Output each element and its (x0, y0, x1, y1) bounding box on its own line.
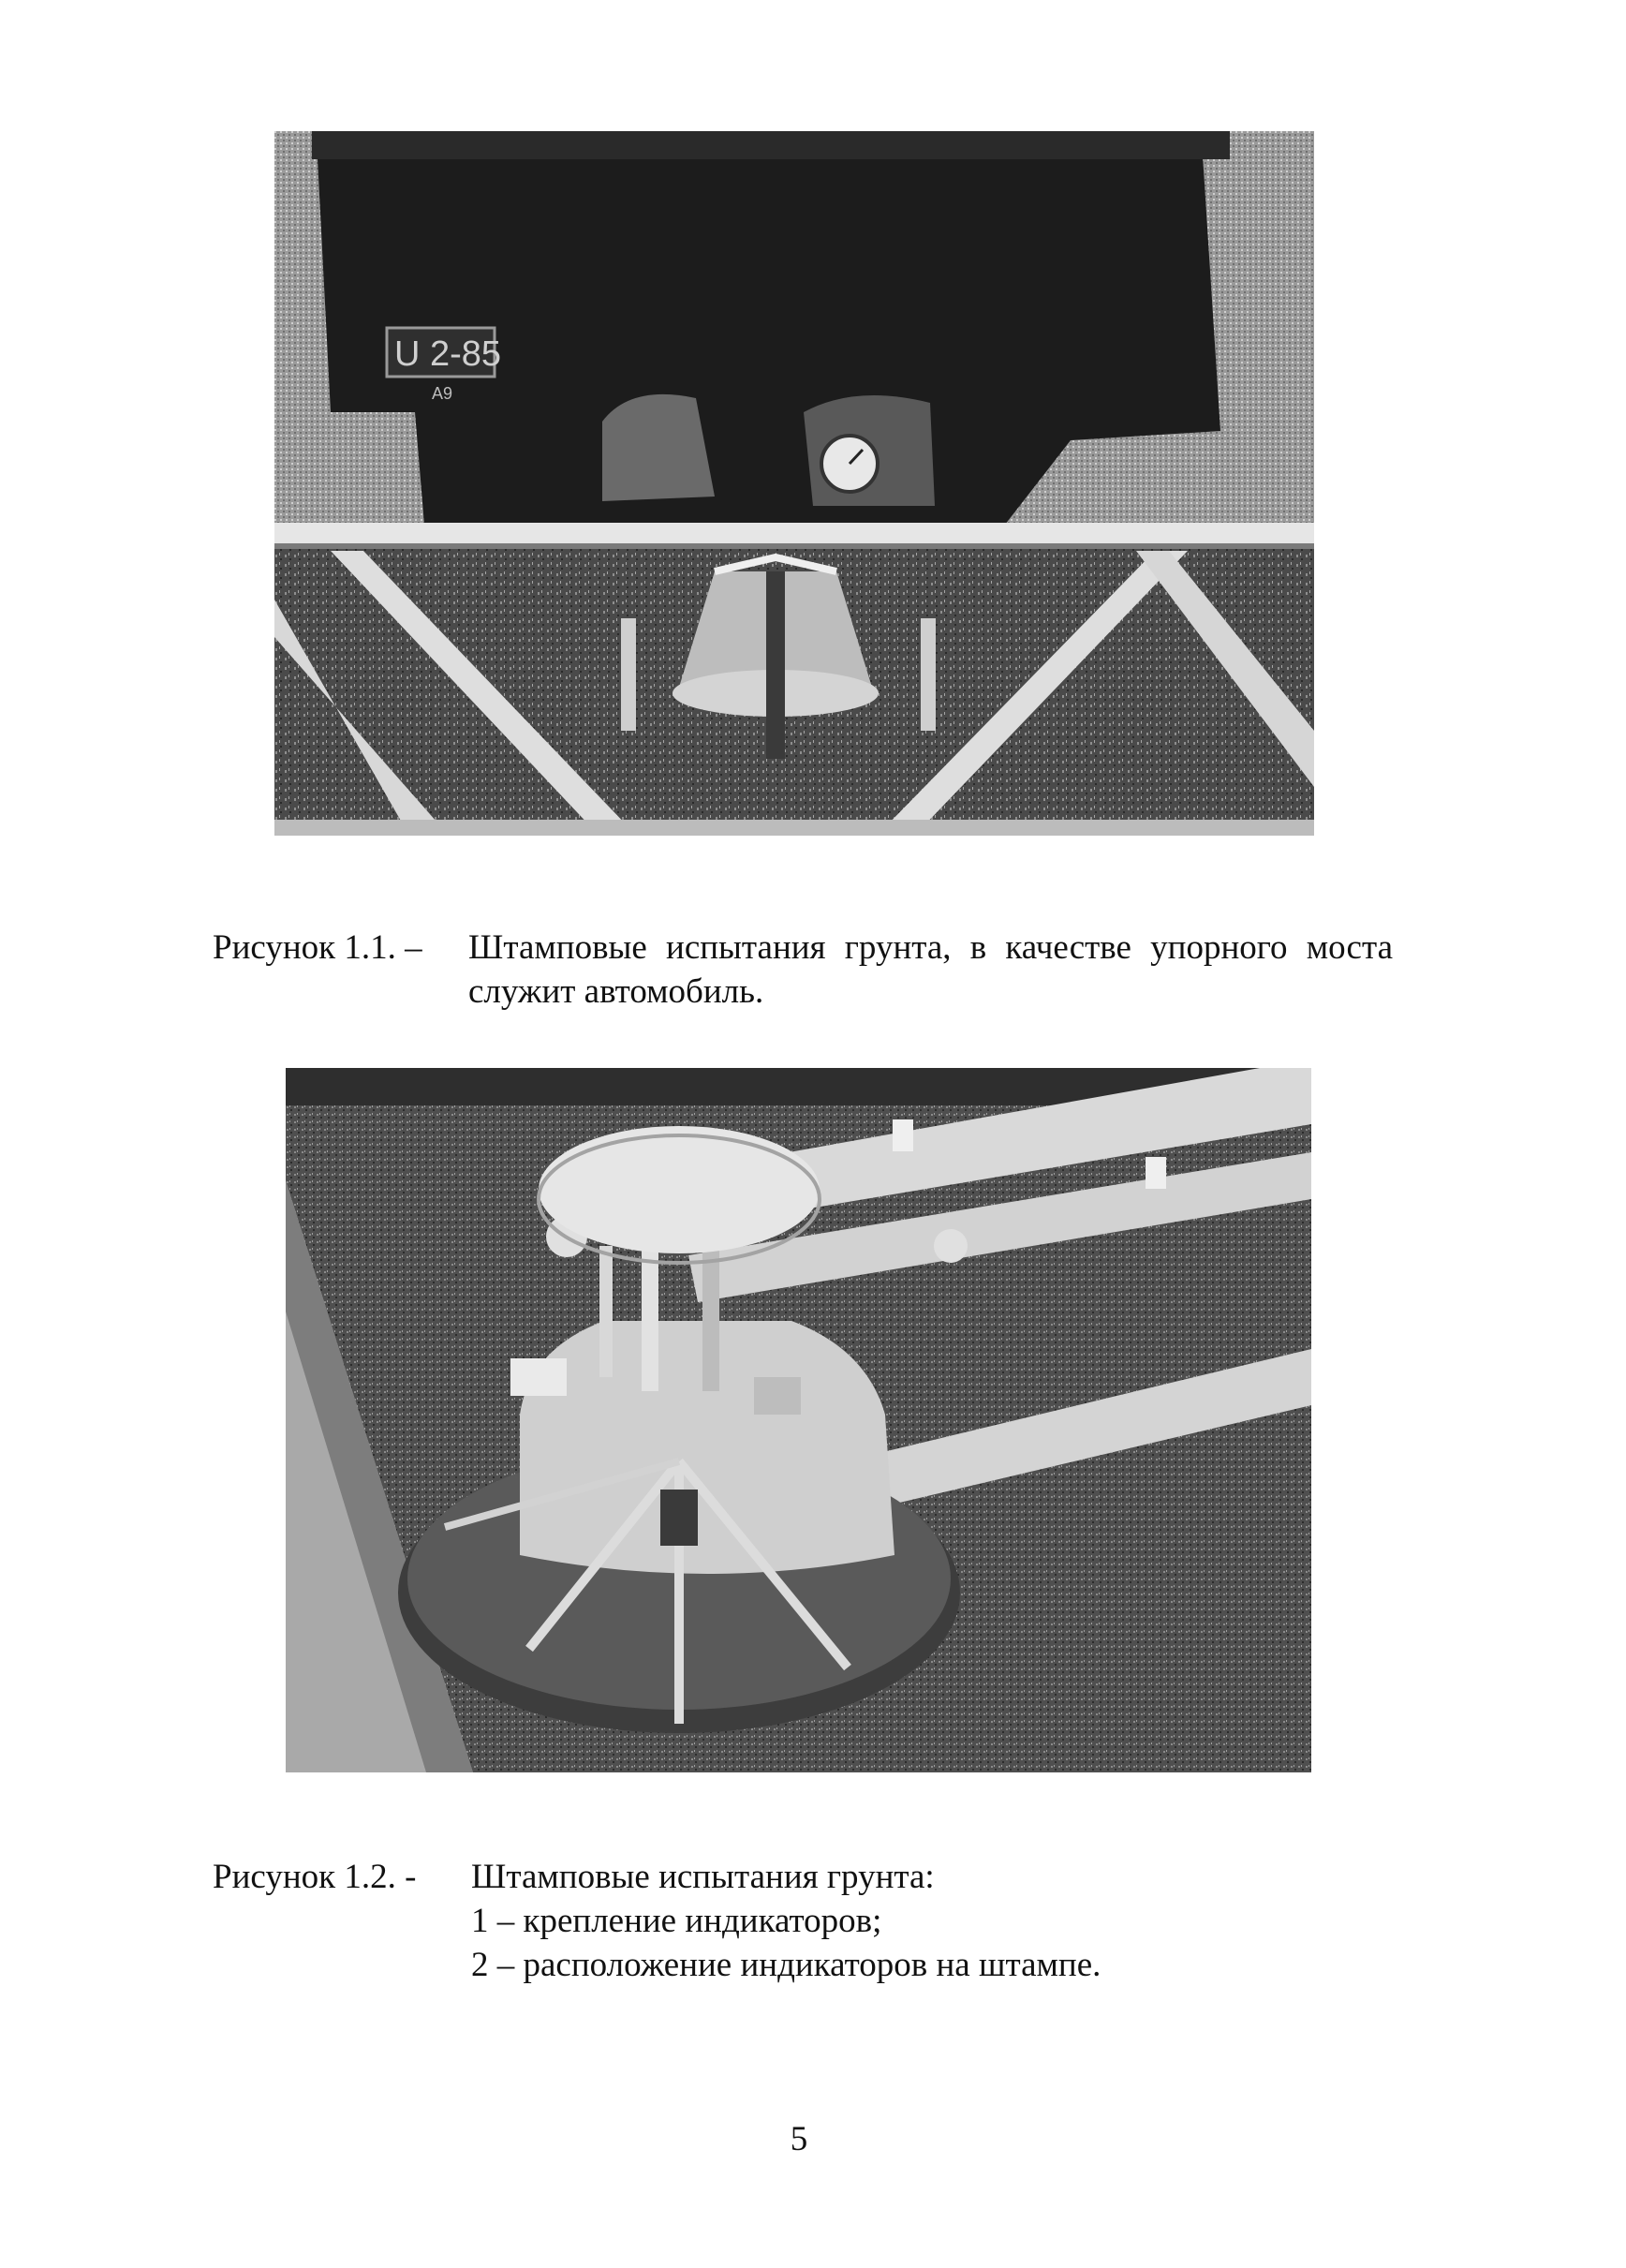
figure-2-illustration (286, 1068, 1311, 1772)
figure-2-caption-text (471, 1855, 1314, 1987)
figure-1-caption-line-2: служит автомобиль. (468, 972, 764, 1011)
figure-1-caption (213, 926, 1393, 1019)
figure-1-caption-text (468, 926, 1393, 1014)
figure-2-caption-line-2: 1 – крепление индикаторов; (471, 1902, 882, 1940)
truck-plate-subtext: A9 (432, 384, 453, 403)
figure-2-caption-line-3: 2 – расположение индикаторов на штампе. (471, 1946, 1101, 1984)
figure-2-caption-label: Рисунок 1.2. - (213, 1858, 417, 1896)
figure-2-caption-line-1: Штамповые испытания грунта: (471, 1858, 935, 1896)
figure-1-caption-line-1: Штамповые испытания грунта, в качестве упорного моста (468, 928, 1393, 967)
figure-1-photo (274, 131, 1314, 836)
figure-2-caption (213, 1855, 1393, 2005)
page-number: 5 (790, 2120, 808, 2158)
figure-2-photo (286, 1068, 1311, 1772)
truck-plate-text: U 2-85 (394, 334, 502, 374)
figure-1-illustration (274, 131, 1314, 836)
figure-1-caption-label: Рисунок 1.1. – (213, 928, 422, 967)
